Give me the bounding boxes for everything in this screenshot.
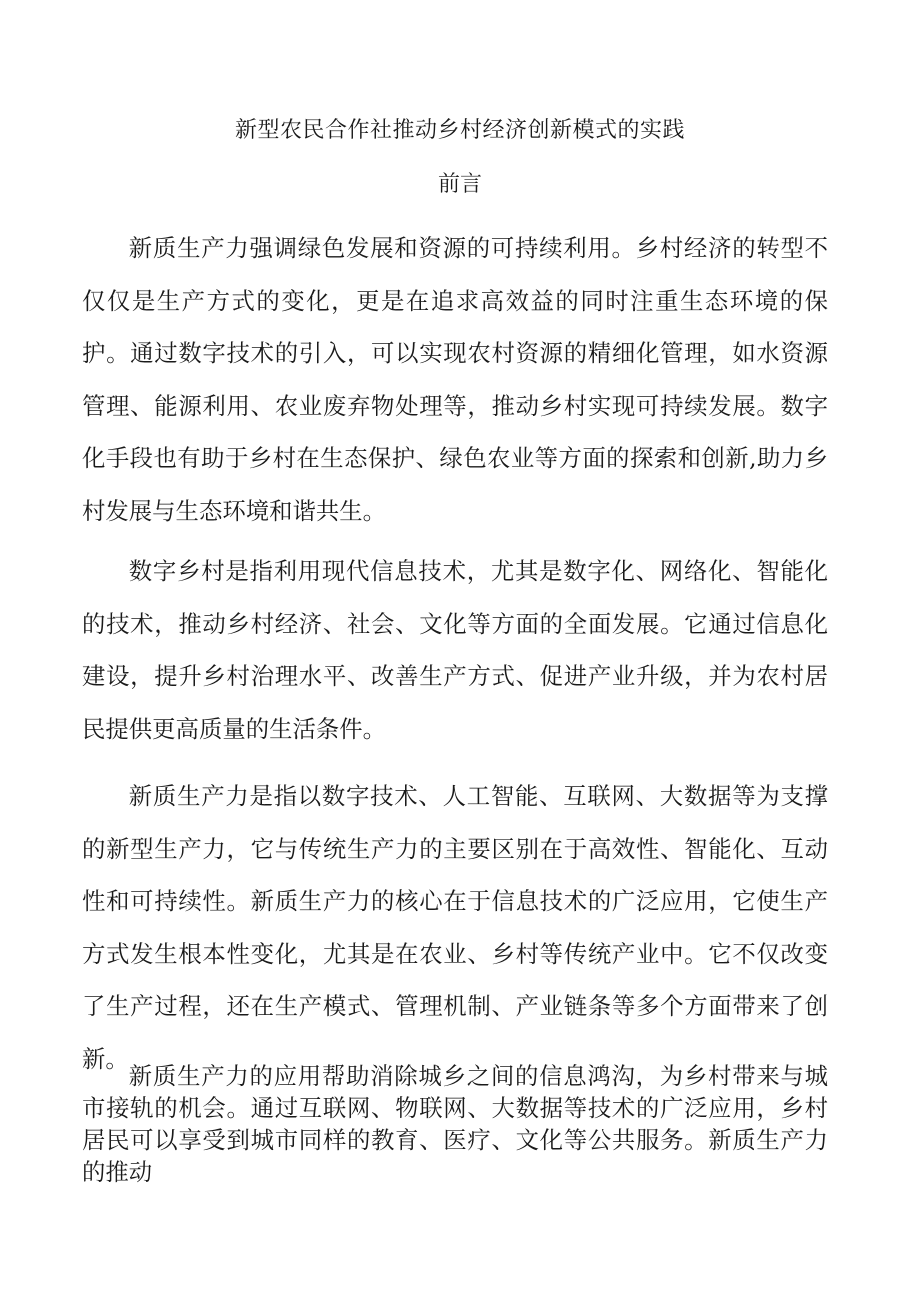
paragraph: 新质生产力强调绿色发展和资源的可持续利用。乡村经济的转型不仅仅是生产方式的变化，更是在追求高效益的同时注重生态环境的保护。通过数字技术的引入，可以实现农村资源的精细化管理，如水资源管理、能源利用、农业废弃物处理等，推动乡村实现可持续发展。数字化手段也有助于乡村在生态保护、绿色农业等方面的探索和创新,助力乡村发展与生态环境和谐共生。 [82,234,828,525]
paragraph: 新质生产力是指以数字技术、人工智能、互联网、大数据等为支撑的新型生产力，它与传统生产力的主要区别在于高效性、智能化、互动性和可持续性。新质生产力的核心在于信息技术的广泛应用，它使生产方式发生根本性变化，尤其是在农业、乡村等传统产业中。它不仅改变了生产过程，还在生产模式、管理机制、产业链条等多个方面带来了创新。 [82,782,828,1073]
document-title: 新型农民合作社推动乡村经济创新模式的实践 [234,118,685,143]
paragraph: 数字乡村是指利用现代信息技术，尤其是数字化、网络化、智能化的技术，推动乡村经济、社会、文化等方面的全面发展。它通过信息化建设，提升乡村治理水平、改善生产方式、促进产业升级，并为农村居民提供更高质量的生活条件。 [82,557,828,743]
section-heading: 前言 [437,172,482,197]
paragraph: 新质生产力的应用帮助消除城乡之间的信息鸿沟，为乡村带来与城市接轨的机会。通过互联网、物联网、大数据等技术的广泛应用，乡村居民可以享受到城市同样的教育、医疗、文化等公共服务。新质生产力的推动 [82,1062,828,1186]
